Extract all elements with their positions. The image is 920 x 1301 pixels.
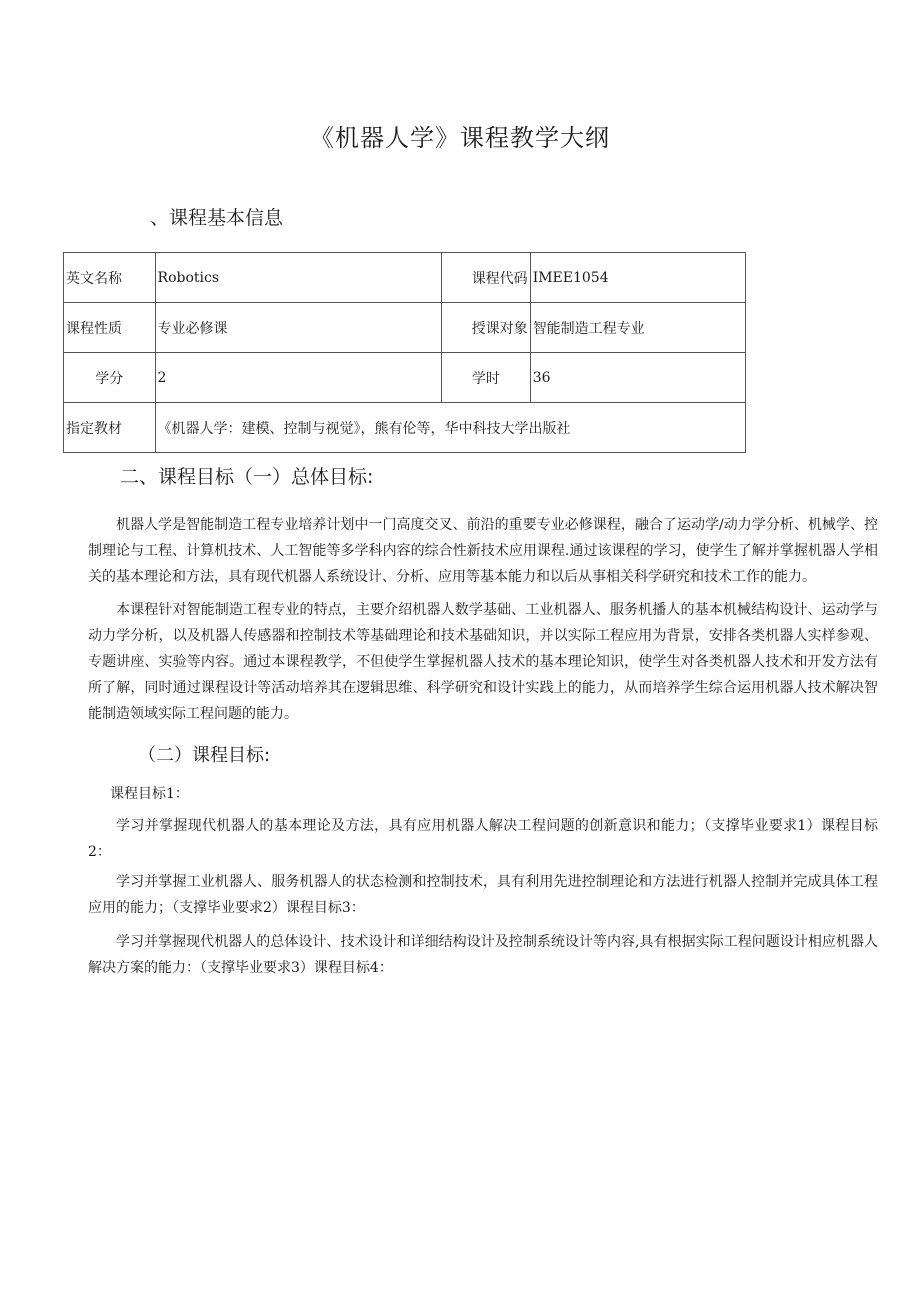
section-heading-course-goals: （二）课程目标: (138, 745, 271, 766)
cell-label-textbook: 指定教材 (64, 403, 156, 453)
course-goal-2-text: 学习并掌握工业机器人、服务机器人的状态检测和控制技术，具有利用先进控制理论和方法进行机器人控制并完成具体工程应用的能力；（支撑毕业要求2）课程目标3： (88, 874, 878, 916)
cell-label-hours: 学时 (442, 353, 531, 403)
cell-label-course-code: 课程代码 (442, 253, 531, 303)
table-row (64, 253, 746, 303)
section-heading-basic-info: 、课程基本信息 (150, 207, 284, 229)
cell-value-english-name: Robotics (155, 253, 442, 303)
cell-value-course-type: 专业必修课 (155, 303, 442, 353)
course-goal-1-label: 课程目标1： (110, 786, 189, 802)
cell-value-hours: 36 (530, 353, 745, 403)
page-title: 《机器人学》课程教学大纲 (310, 124, 610, 152)
cell-label-course-type: 课程性质 (64, 303, 156, 353)
course-goal-3-text: 学习并掌握现代机器人的总体设计、技术设计和详细结构设计及控制系统设计等内容,具有根据实际工程问题设计相应机器人解决方案的能力：（支撑毕业要求3）课程目标4： (88, 934, 878, 976)
cell-label-audience: 授课对象 (442, 303, 531, 353)
cell-value-audience: 智能制造工程专业 (530, 303, 745, 353)
cell-label-english-name: 英文名称 (64, 253, 156, 303)
cell-value-course-code: IMEE1054 (530, 253, 745, 303)
cell-value-credits: 2 (155, 353, 442, 403)
course-info-table (63, 252, 746, 453)
overall-goal-paragraph-1: 机器人学是智能制造工程专业培养计划中一门高度交叉、前沿的重要专业必修课程，融合了运动学/动力学分析、机械学、控制理论与工程、计算机技术、人工智能等多学科内容的综合性新技术应用课程.通过该课程的学习，使学生了解并掌握机器人学相关的基本理论和方法，具有现代机器人系统设计、分析、应用等基本能力和以后从事相关科学研究和技术工作的能力。 (88, 517, 878, 585)
cell-label-credits: 学分 (64, 353, 156, 403)
section-heading-goals: 二、课程目标（一）总体目标: (120, 466, 374, 488)
table-row (64, 403, 746, 453)
table-row (64, 303, 746, 353)
table-row (64, 353, 746, 403)
course-goal-1-text: 学习并掌握现代机器人的基本理论及方法，具有应用机器人解决工程问题的创新意识和能力；（支撑毕业要求1）课程目标2： (88, 818, 878, 860)
cell-value-textbook: 《机器人学：建模、控制与视觉》，熊有伦等，华中科技大学出版社 (155, 403, 745, 453)
overall-goal-paragraph-2: 本课程针对智能制造工程专业的特点，主要介绍机器人数学基础、工业机器人、服务机播人的基本机械结构设计、运动学与动力学分析，以及机器人传感器和控制技术等基础理论和技术基础知识，并以实际工程应用为背景，安排各类机器人实样参观、专题讲座、实验等内容。通过本课程教学，不但使学生掌握机器人技术的基本理论知识，使学生对各类机器人技术和开发方法有所了解，同时通过课程设计等活动培养其在逻辑思维、科学研究和设计实践上的能力，从而培养学生综合运用机器人技术解决智能制造领域实际工程问题的能力。 (88, 602, 878, 722)
